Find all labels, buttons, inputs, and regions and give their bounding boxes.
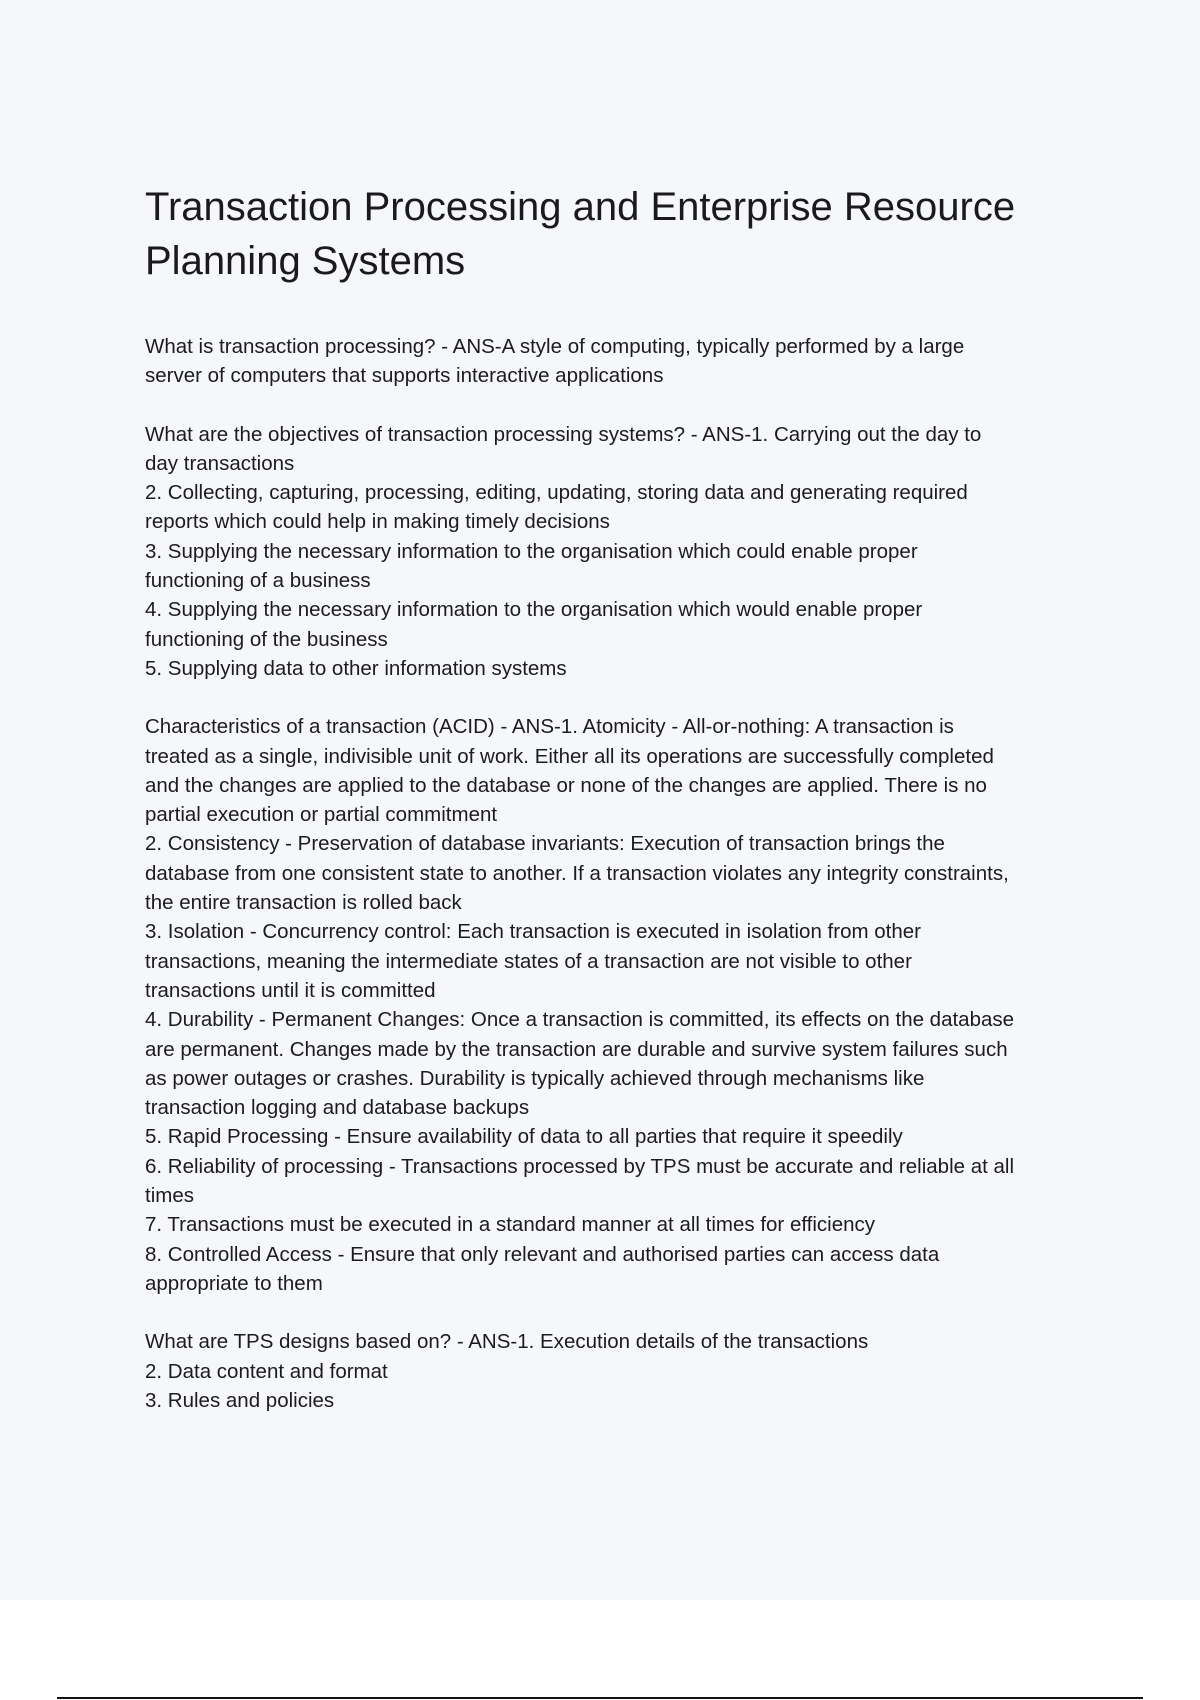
text-line: 4. Supplying the necessary information to the organisation which would enable proper — [145, 598, 923, 622]
text-line: 6. Reliability of processing - Transactions processed by TPS must be accurate and reliable at all — [145, 1154, 1015, 1178]
text-line: partial execution or partial commitment — [145, 803, 498, 827]
text-line: database from one consistent state to another. If a transaction violates any integrity constraints, — [145, 861, 1009, 885]
text-line: 5. Supplying data to other information systems — [145, 656, 567, 680]
text-line: functioning of the business — [145, 627, 388, 651]
text-line: transactions until it is committed — [145, 978, 436, 1002]
qa-block-transaction-processing — [145, 332, 1095, 391]
text-line: 3. Supplying the necessary information to the organisation which could enable proper — [145, 539, 918, 563]
text-line: functioning of a business — [145, 569, 371, 593]
text-line: 3. Isolation - Concurrency control: Each transaction is executed in isolation from other — [145, 920, 921, 944]
text-line: 2. Collecting, capturing, processing, editing, updating, storing data and generating required — [145, 481, 968, 505]
text-line: appropriate to them — [145, 1271, 323, 1295]
title-line: Transaction Processing and Enterprise Resource — [145, 185, 1016, 229]
title-line: Planning Systems — [145, 239, 466, 283]
text-line: server of computers that supports interactive applications — [145, 364, 664, 388]
text-line: transaction logging and database backups — [145, 1096, 530, 1120]
text-line: What are the objectives of transaction processing systems? - ANS-1. Carrying out the day to — [145, 422, 982, 446]
qa-block-tps-design-basis — [145, 1327, 1095, 1415]
qa-block-acid-characteristics — [145, 712, 1095, 1298]
text-line: the entire transaction is rolled back — [145, 891, 462, 915]
text-line: are permanent. Changes made by the transaction are durable and survive system failures such — [145, 1037, 1008, 1061]
qa-block-tps-objectives — [145, 420, 1095, 684]
text-line: 4. Durability - Permanent Changes: Once a transaction is committed, its effects on the database — [145, 1008, 1015, 1032]
text-line: treated as a single, indivisible unit of work. Either all its operations are successfully completed — [145, 744, 994, 768]
page-footer — [0, 1600, 1200, 1700]
text-line: times — [145, 1184, 194, 1208]
text-line: Characteristics of a transaction (ACID) - ANS-1. Atomicity - All-or-nothing: A transaction is — [145, 715, 954, 739]
text-line: and the changes are applied to the database or none of the changes are applied. There is no — [145, 773, 987, 797]
text-line: day transactions — [145, 451, 295, 475]
text-line: 7. Transactions must be executed in a standard manner at all times for efficiency — [145, 1213, 876, 1237]
text-line: 8. Controlled Access - Ensure that only relevant and authorised parties can access data — [145, 1242, 940, 1266]
text-line: 5. Rapid Processing - Ensure availability of data to all parties that require it speedily — [145, 1125, 903, 1149]
text-line: as power outages or crashes. Durability is typically achieved through mechanisms like — [145, 1066, 925, 1090]
document-body — [145, 332, 1095, 1444]
text-line: reports which could help in making timely decisions — [145, 510, 610, 534]
text-line: 2. Data content and format — [145, 1359, 388, 1383]
footer-divider — [57, 1697, 1143, 1699]
page-title — [145, 180, 1105, 288]
text-line: transactions, meaning the intermediate states of a transaction are not visible to other — [145, 949, 912, 973]
text-line: What are TPS designs based on? - ANS-1. Execution details of the transactions — [145, 1330, 869, 1354]
text-line: 2. Consistency - Preservation of database invariants: Execution of transaction brings the — [145, 832, 945, 856]
text-line: What is transaction processing? - ANS-A style of computing, typically performed by a large — [145, 335, 965, 358]
text-line: 3. Rules and policies — [145, 1388, 335, 1412]
